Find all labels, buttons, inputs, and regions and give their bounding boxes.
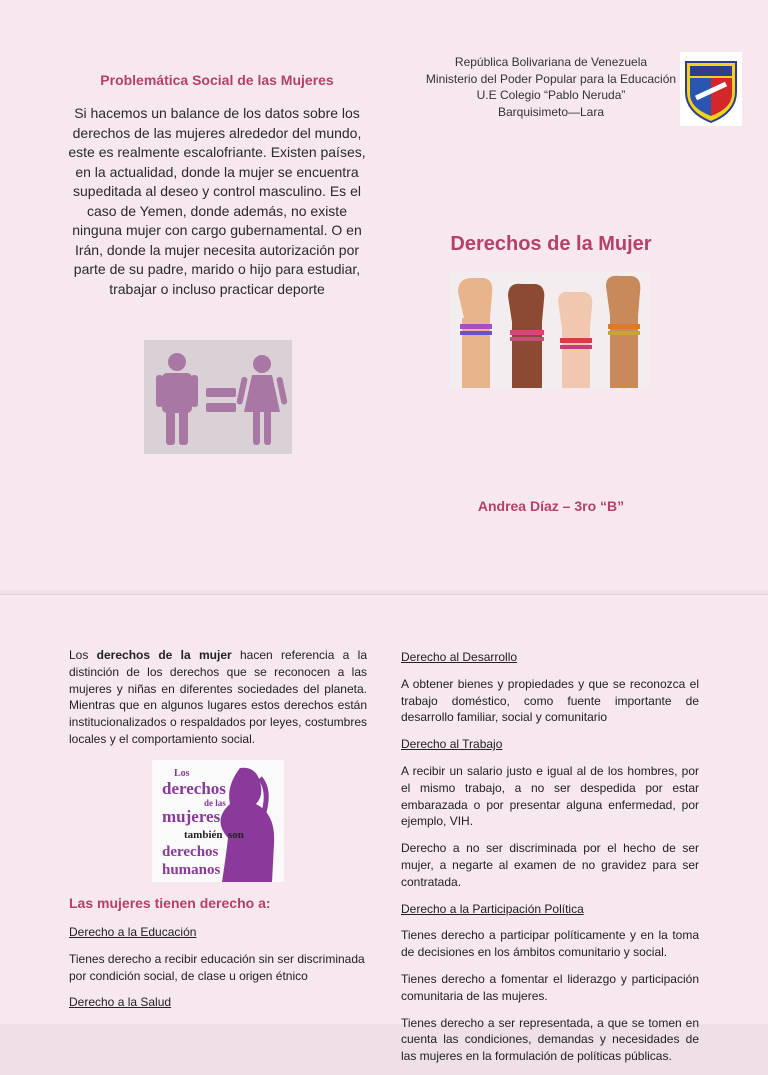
politics-heading: Derecho a la Participación Política <box>401 901 584 916</box>
problem-body: Si hacemos un balance de los datos sobre los derechos de las mujeres alrededor del mundo, este es realmente escalofriante. Existen países, en la actualidad, donde la mujer se encuentra supeditada al deseo y control masculino. Es el caso de Yemen, donde además, no existe ninguna mujer con cargo gubernamental. O en Irán, donde la mujer necesita autorización por parte de su padre, marido o hijo para estudiar, trabajar o incluso practicar deporte <box>68 105 366 297</box>
intro-rest: hacen referencia a la distinción de los derechos que se reconocen a las mujeres y niñas en diferentes sociedades del planeta. Mientras que en algunos lugares estos derechos están institucionalizados o respaldados por leyes, costumbres locales y el comportamiento social. <box>69 648 368 746</box>
header-line: U.E Colegio “Pablo Neruda” <box>476 88 626 102</box>
politics-text-3: Tienes derecho a ser representada, a que se tomen en cuenta las condiciones, demandas y necesidades de las mujeres en la formulación de políticas públicas. <box>401 1015 699 1064</box>
poster-line: también <box>184 829 223 841</box>
fist-icon <box>508 284 544 388</box>
fist-icon <box>558 292 592 388</box>
header-line: Barquisimeto—Lara <box>497 104 605 119</box>
fist-icon <box>606 276 640 388</box>
poster-line: mujeres <box>162 807 221 826</box>
poster-line: humanos <box>162 862 221 878</box>
gender-equality-image <box>144 340 292 454</box>
development-text: A obtener bienes y propiedades y que se reconozca el trabajo doméstico, como fuente importante de desarrollo familiar, social y comunitario <box>401 676 699 725</box>
header-line: Ministerio del Poder Popular para la Educación <box>425 71 677 86</box>
politics-text-1: Tienes derecho a participar políticamente y en la toma de decisiones en los ámbitos comunitario y social. <box>401 928 699 960</box>
work-heading: Derecho al Trabajo <box>401 737 503 752</box>
rights-list-left <box>69 924 367 1021</box>
problem-section <box>62 72 372 299</box>
header-line: República Bolivariana de Venezuela <box>454 55 648 69</box>
author-name: Andrea Díaz – 3ro “B” <box>477 498 625 514</box>
school-emblem-icon <box>680 52 742 126</box>
rights-list-right <box>401 649 699 1075</box>
fist-icon <box>458 278 492 388</box>
school-header <box>420 54 682 120</box>
womens-rights-poster-image <box>152 760 284 882</box>
politics-text-2: Tienes derecho a fomentar el liderazgo y participación comunitaria de las mujeres. <box>401 971 699 1003</box>
intro-bold-term: derechos de la mujer <box>96 648 232 662</box>
intro-prefix: Los <box>69 648 97 662</box>
development-heading: Derecho al Desarrollo <box>401 650 518 664</box>
work-text-2: Derecho a no ser discriminada por el hecho de ser mujer, a negarte al examen de no gravidez para ser contratada. <box>401 841 699 889</box>
poster-line: son <box>228 829 244 841</box>
main-title: Derechos de la Mujer <box>450 233 652 255</box>
raised-fists-image <box>450 272 650 388</box>
poster-line: derechos <box>162 779 226 798</box>
poster-line: derechos <box>162 844 219 860</box>
health-heading: Derecho a la Salud <box>69 995 172 1010</box>
work-text-1: A recibir un salario justo e igual al de los hombres, por el mismo trabajo, a no ser despedida por estar embarazada o por presentar alguna enfermedad, por ejemplo, VIH. <box>401 763 699 829</box>
education-heading: Derecho a la Educación <box>69 925 197 939</box>
education-text: Tienes derecho a recibir educación sin ser discriminada por condición social, de clase u origen étnico <box>69 951 365 983</box>
rights-subtitle: Las mujeres tienen derecho a: <box>69 895 271 911</box>
poster-line: Los <box>174 768 190 779</box>
poster-line: de las <box>204 798 226 808</box>
intro-paragraph <box>69 647 367 748</box>
problem-title: Problemática Social de las Mujeres <box>100 72 334 88</box>
